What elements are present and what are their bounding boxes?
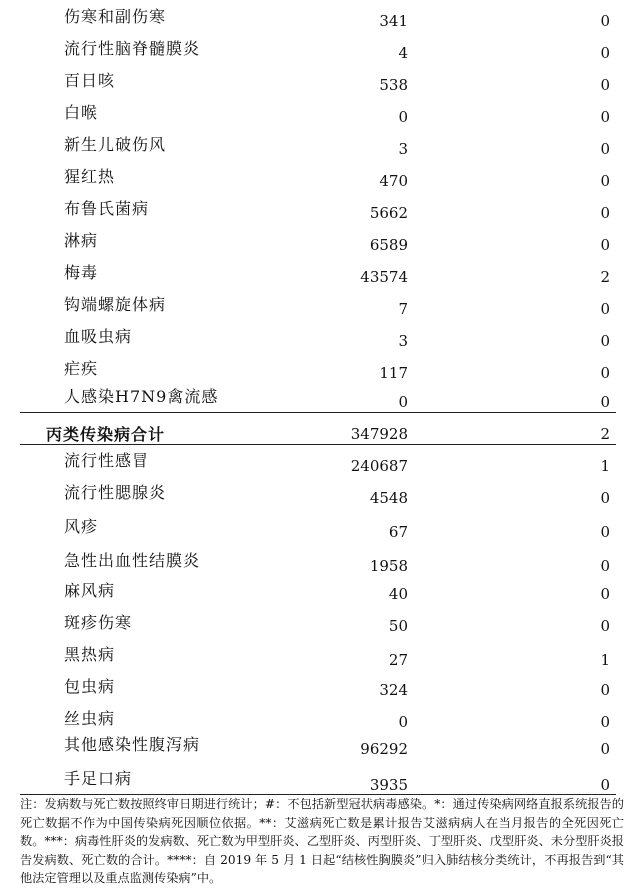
- death-count: 0: [600, 557, 610, 575]
- death-count: 0: [600, 172, 610, 190]
- disease-name: 猩红热: [64, 167, 116, 186]
- disease-name: 麻风病: [64, 581, 116, 600]
- death-count: 0: [600, 140, 610, 158]
- case-count: 0: [398, 713, 408, 731]
- footnote: 注：发病数与死亡数按照终审日期进行统计；#：不包括新型冠状病毒感染。*：通过传染病网络直报系统报告的死亡数据不作为中国传染病死因顺位依据。**：艾滋病死亡数是累计报告艾滋病病人在当月报告的全死因死亡数。***：病毒性肝炎的发病数、死亡数为甲型肝炎、乙型肝炎、丙型肝炎、丁型肝炎、戊型肝炎、未分型肝炎报告发病数、死亡数的合计。****：自 2019 年 5 月 1 日起“结核性胸膜炎”归入肺结核分类统计，不再报告到“其他法定管理以及重点监测传染病”中。: [20, 797, 624, 885]
- disease-name: 百日咳: [64, 71, 116, 90]
- case-count: 324: [379, 681, 408, 699]
- total-case-count: 347928: [350, 425, 408, 443]
- death-count: 0: [600, 585, 610, 603]
- death-count: 0: [600, 740, 610, 758]
- disease-name: 黑热病: [64, 645, 116, 664]
- case-count: 538: [379, 76, 408, 94]
- death-count: 0: [600, 393, 610, 411]
- table-rule-top: [20, 412, 616, 413]
- case-count: 43574: [360, 268, 408, 286]
- death-count: 0: [600, 44, 610, 62]
- death-count: 0: [600, 76, 610, 94]
- case-count: 1958: [369, 557, 408, 575]
- case-count: 7: [398, 300, 408, 318]
- death-count: 0: [600, 489, 610, 507]
- case-count: 40: [388, 585, 408, 603]
- case-count: 0: [398, 393, 408, 411]
- case-count: 5662: [369, 204, 408, 222]
- case-count: 6589: [369, 236, 408, 254]
- case-count: 470: [379, 172, 408, 190]
- death-count: 0: [600, 108, 610, 126]
- total-label: 丙类传染病合计: [46, 425, 166, 444]
- death-count: 0: [600, 681, 610, 699]
- case-count: 240687: [350, 457, 408, 475]
- disease-name: 人感染H7N9禽流感: [64, 387, 219, 406]
- case-count: 3935: [369, 776, 408, 794]
- disease-name: 淋病: [64, 231, 99, 250]
- disease-name: 伤寒和副伤寒: [64, 7, 167, 26]
- death-count: 1: [600, 457, 610, 475]
- death-count: 0: [600, 332, 610, 350]
- death-count: 2: [600, 268, 610, 286]
- disease-name: 包虫病: [64, 677, 116, 696]
- disease-name: 疟疾: [64, 359, 99, 378]
- death-count: 0: [600, 364, 610, 382]
- death-count: 0: [600, 776, 610, 794]
- death-count: 0: [600, 713, 610, 731]
- disease-name: 风疹: [64, 517, 99, 536]
- disease-name: 血吸虫病: [64, 327, 133, 346]
- case-count: 4: [398, 44, 408, 62]
- disease-name: 钩端螺旋体病: [64, 295, 167, 314]
- death-count: 0: [600, 12, 610, 30]
- case-count: 96292: [360, 740, 408, 758]
- case-count: 4548: [369, 489, 408, 507]
- death-count: 0: [600, 300, 610, 318]
- disease-name: 流行性感冒: [64, 451, 150, 470]
- case-count: 117: [379, 364, 408, 382]
- case-count: 27: [388, 651, 408, 669]
- case-count: 3: [398, 140, 408, 158]
- disease-name: 丝虫病: [64, 709, 116, 728]
- case-count: 0: [398, 108, 408, 126]
- disease-name: 手足口病: [64, 769, 133, 788]
- death-count: 0: [600, 236, 610, 254]
- case-count: 341: [379, 12, 408, 30]
- death-count: 0: [600, 617, 610, 635]
- death-count: 0: [600, 204, 610, 222]
- case-count: 3: [398, 332, 408, 350]
- death-count: 0: [600, 523, 610, 541]
- case-count: 67: [388, 523, 408, 541]
- disease-name: 新生儿破伤风: [64, 135, 167, 154]
- disease-name: 斑疹伤寒: [64, 613, 133, 632]
- disease-name: 急性出血性结膜炎: [64, 551, 201, 570]
- disease-name: 梅毒: [64, 263, 99, 282]
- disease-name: 白喉: [64, 103, 99, 122]
- disease-name: 布鲁氏菌病: [64, 199, 150, 218]
- death-count: 1: [600, 651, 610, 669]
- disease-name: 流行性腮腺炎: [64, 483, 167, 502]
- disease-name: 其他感染性腹泻病: [64, 735, 201, 754]
- total-death-count: 2: [600, 425, 610, 443]
- disease-name: 流行性脑脊髓膜炎: [64, 39, 201, 58]
- table-rule-bottom: [20, 444, 616, 445]
- case-count: 50: [388, 617, 408, 635]
